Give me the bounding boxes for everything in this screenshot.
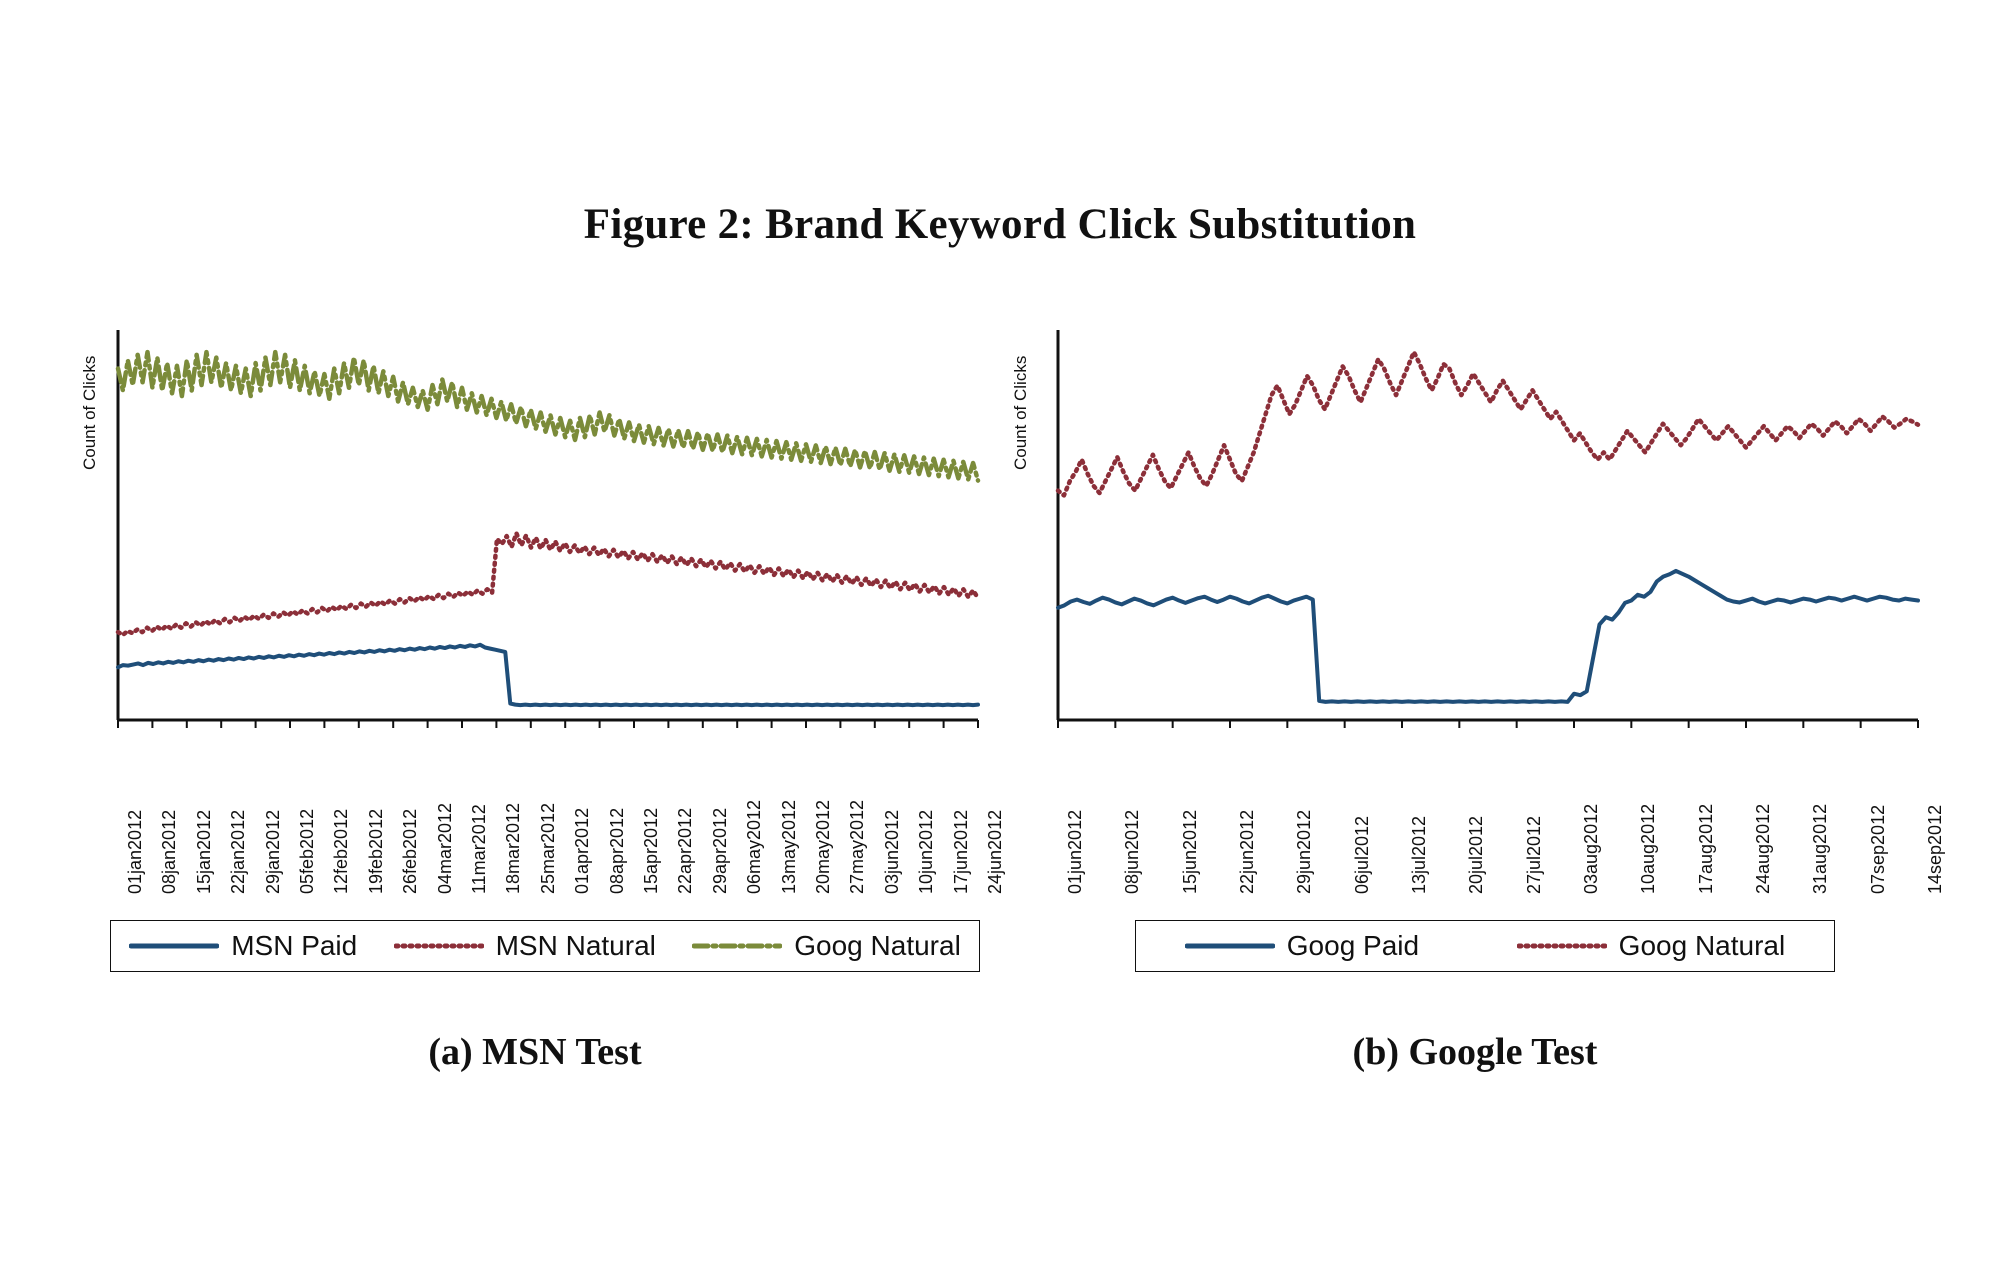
- x-tick-label: 13jul2012: [1409, 815, 1429, 894]
- x-tick-label: 01jan2012: [125, 809, 145, 894]
- legend-label: Goog Natural: [1618, 930, 1786, 961]
- x-tick-label: 25mar2012: [537, 802, 558, 894]
- legend-msn: [110, 920, 980, 972]
- legend-item[interactable]: [682, 930, 971, 962]
- x-tick-label: 27jul2012: [1523, 815, 1544, 894]
- legend-label: Goog Paid: [1286, 930, 1420, 961]
- x-tick-label: 05feb2012: [297, 808, 317, 894]
- x-tick-label: 15jan2012: [193, 809, 214, 894]
- x-tick-label: 15jun2012: [1179, 809, 1200, 894]
- subcaption-msn: (a) MSN Test: [428, 1031, 642, 1073]
- legend-label: MSN Paid: [231, 930, 358, 961]
- x-tick-label: 03aug2012: [1581, 803, 1601, 894]
- x-tick-label: 08jan2012: [159, 809, 180, 894]
- x-tick-label: 27may2012: [847, 799, 868, 894]
- x-tick-label: 20may2012: [813, 799, 833, 894]
- legend-item[interactable]: [1507, 930, 1796, 962]
- x-tick-label: 06jul2012: [1351, 815, 1372, 894]
- x-axis-ticks-msn: [100, 744, 1005, 914]
- x-tick-label: 19feb2012: [365, 808, 386, 894]
- subcaption-google: (b) Google Test: [1352, 1031, 1598, 1073]
- legend-swatch-icon: [692, 939, 782, 953]
- panel-google-test: [1010, 320, 1945, 1120]
- x-tick-label: 17aug2012: [1695, 803, 1716, 894]
- x-tick-label: 15apr2012: [641, 807, 661, 894]
- legend-item[interactable]: [384, 930, 666, 962]
- x-tick-label: 20jul2012: [1466, 815, 1487, 894]
- panel-msn-test: [70, 320, 1005, 1120]
- x-tick-label: 08jun2012: [1122, 809, 1143, 894]
- x-tick-label: 04mar2012: [434, 802, 455, 894]
- legend-swatch-icon: [1517, 939, 1607, 953]
- x-tick-label: 10jun2012: [916, 809, 937, 894]
- y-axis-label-google: Count of Clicks: [1011, 355, 1030, 470]
- x-tick-label: 08apr2012: [606, 807, 627, 894]
- chart-svg-google: [1040, 320, 1930, 740]
- x-tick-label: 26feb2012: [400, 808, 421, 894]
- x-tick-label: 03jun2012: [881, 809, 902, 894]
- x-tick-label: 18mar2012: [503, 802, 524, 894]
- x-tick-label: 13may2012: [778, 799, 799, 894]
- x-tick-label: 22jan2012: [228, 809, 249, 894]
- x-tick-label: 31aug2012: [1810, 803, 1831, 894]
- plot-area-msn: [70, 320, 1000, 740]
- x-axis-ticks-google: [1040, 744, 1945, 914]
- x-tick-label: 24aug2012: [1753, 803, 1773, 894]
- legend-item[interactable]: [119, 930, 367, 962]
- x-tick-label: 22apr2012: [675, 807, 696, 894]
- x-tick-label: 10aug2012: [1638, 803, 1659, 894]
- legend-item[interactable]: [1175, 930, 1429, 962]
- legend-label: Goog Natural: [794, 930, 961, 961]
- x-tick-label: 29jun2012: [1294, 809, 1315, 894]
- x-tick-label: 01jun2012: [1065, 809, 1085, 894]
- figure-title: Figure 2: Brand Keyword Click Substitution: [583, 201, 1417, 248]
- x-tick-label: 06may2012: [744, 799, 765, 894]
- x-tick-label: 12feb2012: [331, 808, 352, 894]
- legend-swatch-icon: [129, 939, 219, 953]
- x-tick-label: 11mar2012: [469, 804, 489, 894]
- legend-google: [1135, 920, 1835, 972]
- x-tick-label: 29apr2012: [709, 807, 730, 894]
- x-tick-label: 22jun2012: [1237, 809, 1257, 894]
- figure-panels: [0, 320, 2000, 1120]
- legend-label: MSN Natural: [495, 930, 656, 961]
- x-tick-label: 17jun2012: [950, 809, 971, 894]
- x-tick-label: 01apr2012: [572, 807, 593, 894]
- legend-swatch-icon: [394, 939, 484, 953]
- chart-svg-msn: [100, 320, 990, 740]
- legend-swatch-icon: [1185, 939, 1275, 953]
- plot-area-google: [1010, 320, 1940, 740]
- y-axis-label-msn: Count of Clicks: [80, 355, 99, 470]
- x-tick-label: 24jun2012: [985, 809, 1005, 894]
- x-tick-label: 07sep2012: [1867, 804, 1888, 894]
- x-tick-label: 29jan2012: [262, 809, 283, 894]
- x-tick-label: 14sep2012: [1925, 804, 1945, 894]
